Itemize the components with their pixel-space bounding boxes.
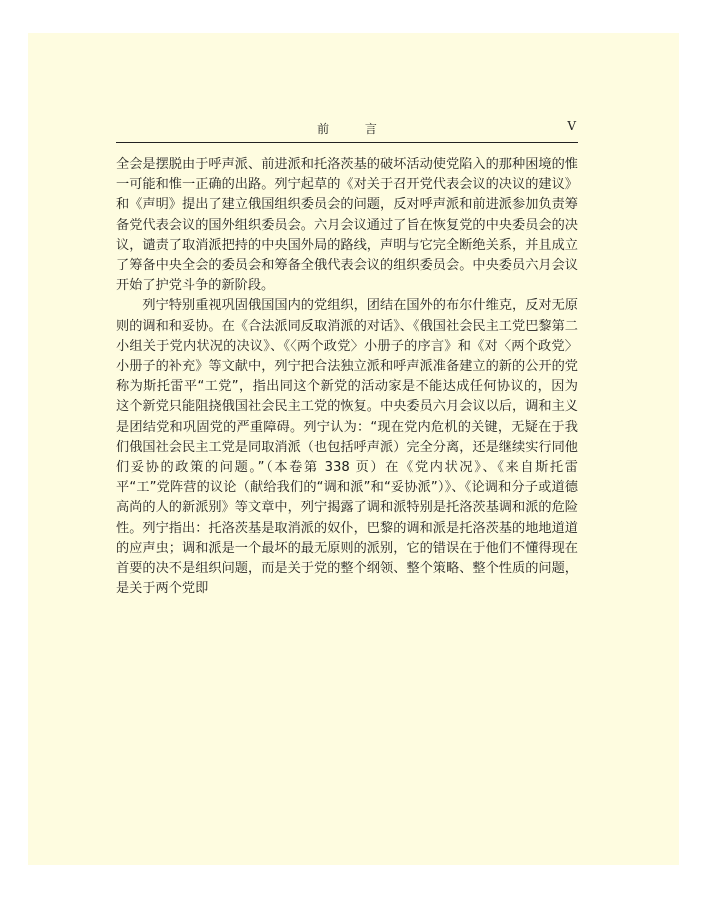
running-header bbox=[116, 118, 578, 143]
header-title: 前 言 bbox=[317, 122, 393, 136]
paragraph-continued: 全会是摆脱由于呼声派、前进派和托洛茨基的破坏活动使党陷入的那种困境的惟一可能和惟一正确的出路。列宁起草的《对关于召开党代表会议的决议的建议》和《声明》提出了建立俄国组织委员会的问题，反对呼声派和前进派参加负责筹备党代表会议的国外组织委员会。六月会议通过了旨在恢复党的中央委员会的决议，谴责了取消派把持的中央国外局的路线，声明与它完全断绝关系，并且成立了筹备中央全会的委员会和筹备全俄代表会议的组织委员会。中央委员六月会议开始了护党斗争的新阶段。 bbox=[116, 157, 578, 294]
page-number: V bbox=[567, 119, 576, 133]
body-text bbox=[116, 155, 578, 599]
paragraph: 列宁特别重视巩固俄国国内的党组织，团结在国外的布尔什维克，反对无原则的调和和妥协。在《合法派同反取消派的对话》、《俄国社会民主工党巴黎第二小组关于党内状况的决议》、《〈两个政党〉小册子的序言》和《对〈两个政党〉小册子的补充》等文献中，列宁把合法独立派和呼声派准备建立的新的公开的党称为斯托雷平“工党”，指出同这个新党的活动家是不能达成任何协议的，因为这个新党只能阻挠俄国社会民主工党的恢复。中央委员六月会议以后，调和主义是团结党和巩固党的严重障碍。列宁认为：“现在党内危机的关键，无疑在于我们俄国社会民主工党是同取消派（也包括呼声派）完全分离，还是继续实行同他们妥协的政策的问题。”（本卷第 338 页）在《党内状况》、《来自斯托雷平“工”党阵营的议论（献给我们的“调和派”和“妥协派”）》、《论调和分子或道德高尚的人的新派别》等文章中，列宁揭露了调和派特别是托洛茨基调和派的危险性。列宁指出：托洛茨基是取消派的奴仆，巴黎的调和派是托洛茨基的地地道道的应声虫；调和派是一个最坏的最无原则的派别，它的错误在于他们不懂得现在首要的决不是组织问题，而是关于党的整个纲领、整个策略、整个性质的问题，是关于两个党即 bbox=[116, 298, 578, 597]
